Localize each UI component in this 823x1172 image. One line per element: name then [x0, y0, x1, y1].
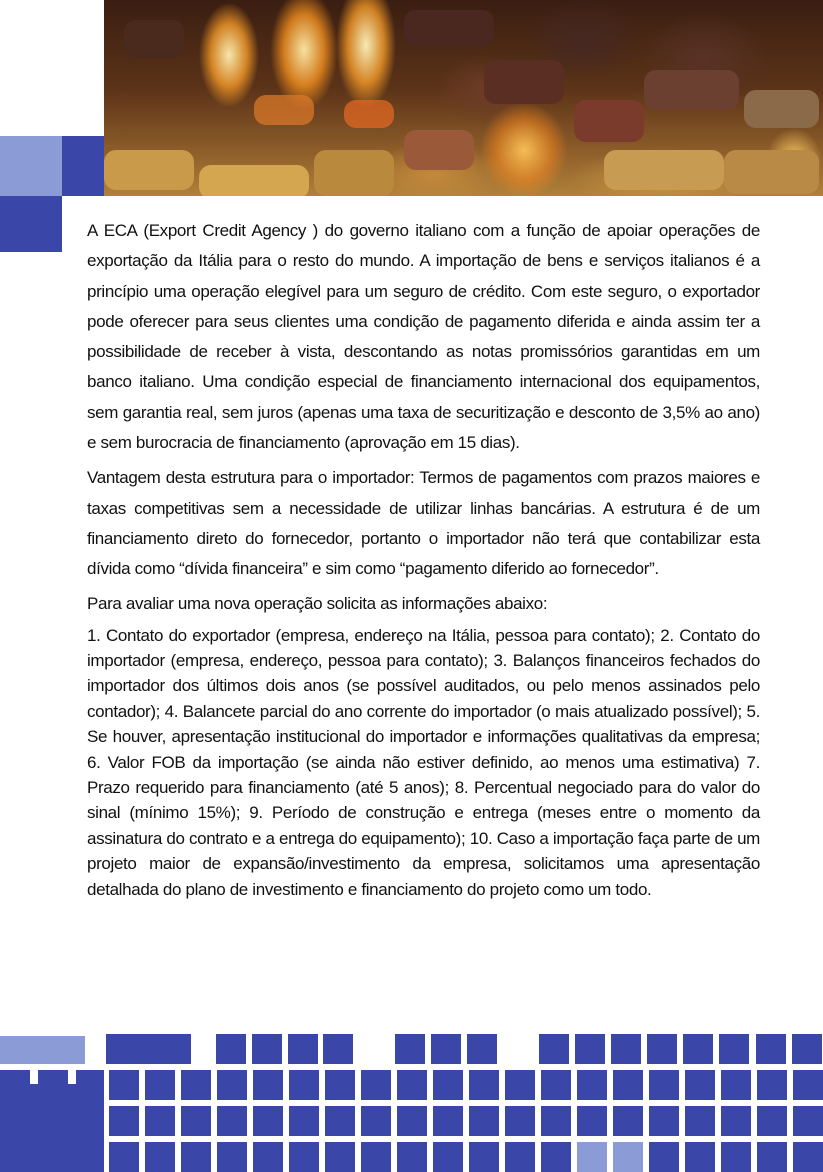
- decor-square: [685, 1142, 715, 1172]
- decor-square: [289, 1070, 319, 1100]
- decor-square: [793, 1142, 823, 1172]
- decor-square: [577, 1106, 607, 1136]
- pellet-shape: [724, 150, 819, 194]
- decor-square-light: [0, 136, 62, 196]
- ember-shape: [254, 95, 314, 125]
- decor-square: [253, 1106, 283, 1136]
- decor-square: [541, 1142, 571, 1172]
- decor-square: [793, 1106, 823, 1136]
- decor-square: [613, 1106, 643, 1136]
- decor-square: [395, 1034, 425, 1064]
- decor-square: [145, 1142, 175, 1172]
- decor-square: [106, 1034, 191, 1064]
- header-fire-image: [104, 0, 823, 196]
- decor-square: [323, 1034, 353, 1064]
- decor-square: [792, 1034, 822, 1064]
- decor-square: [361, 1142, 391, 1172]
- decor-square: [721, 1106, 751, 1136]
- pellet-shape: [404, 10, 494, 46]
- ember-shape: [344, 100, 394, 128]
- decor-square: [469, 1142, 499, 1172]
- decor-square: [361, 1106, 391, 1136]
- decor-square: [433, 1106, 463, 1136]
- pellet-shape: [644, 70, 739, 110]
- decor-square: [217, 1070, 247, 1100]
- decor-square: [793, 1070, 823, 1100]
- decor-square: [397, 1142, 427, 1172]
- paragraph-vantagem: Vantagem desta estrutura para o importador: Termos de pagamentos com prazos maiores e taxas competitivas sem a necessidade de utilizar linhas bancárias. A estrutura é de um financiamento direto do fornecedor, portanto o importador não terá que contabilizar esta dívida como “dívida financeira” e sim como “pagamento diferido ao fornecedor”.: [87, 468, 760, 579]
- decor-square: [289, 1106, 319, 1136]
- decor-square: [433, 1070, 463, 1100]
- decor-square: [253, 1142, 283, 1172]
- decor-square: [647, 1034, 677, 1064]
- decor-square: [541, 1070, 571, 1100]
- decor-square-dark: [0, 196, 62, 252]
- decor-square: [467, 1034, 497, 1064]
- decor-square: [613, 1142, 643, 1172]
- decor-square: [145, 1070, 175, 1100]
- decor-square: [613, 1070, 643, 1100]
- paragraph-requirements: 1. Contato do exportador (empresa, endereço na Itália, pessoa para contato); 2. Contato do importador (empresa, endereço, pessoa para contato); 3. Balanços financeiros fechados do importador dos últimos dois anos (se possível auditados, ou pelo menos assinados pelo contador); 4. Balancete parcial do ano corrente do importador (o mais atualizado possível); 5. Se houver, apresentação institucional do importador e informações qualitativas da empresa; 6. Valor FOB da importação (se ainda não estiver definido, ao menos uma estimativa) 7. Prazo requerido para financiamento (até 5 anos); 8. Percentual negociado para do valor do sinal (mínimo 15%); 9. Período de construção e entrega (meses entre o momento da assinatura do contrato e a entrega do equipamento); 10. Caso a importação faça parte de um projeto maior de expansão/investimento da empresa, solicitamos uma apresentação detalhada do plano de investimento e financiamento do projeto como um todo.: [87, 625, 760, 899]
- pellet-shape: [604, 150, 724, 190]
- decor-square: [683, 1034, 713, 1064]
- decor-square: [685, 1070, 715, 1100]
- pellet-shape: [124, 20, 184, 58]
- decor-square: [181, 1142, 211, 1172]
- decor-square: [325, 1070, 355, 1100]
- document-body: [87, 216, 760, 902]
- decor-square: [577, 1142, 607, 1172]
- decor-square: [325, 1106, 355, 1136]
- decor-square: [469, 1070, 499, 1100]
- decor-square: [757, 1142, 787, 1172]
- decor-square: [649, 1106, 679, 1136]
- paragraph-intro-list: Para avaliar uma nova operação solicita as informações abaixo:: [87, 593, 548, 613]
- pellet-shape: [404, 130, 474, 170]
- decor-square: [431, 1034, 461, 1064]
- pellet-shape: [574, 100, 644, 142]
- decor-square: [145, 1106, 175, 1136]
- decor-square: [721, 1142, 751, 1172]
- decor-square: [217, 1142, 247, 1172]
- decor-square: [611, 1034, 641, 1064]
- decor-square: [469, 1106, 499, 1136]
- decor-square: [217, 1106, 247, 1136]
- decor-square: [505, 1142, 535, 1172]
- decor-square: [109, 1106, 139, 1136]
- decor-square: [253, 1070, 283, 1100]
- pellet-shape: [484, 60, 564, 104]
- decor-square: [109, 1070, 139, 1100]
- decor-square: [216, 1034, 246, 1064]
- decor-square: [0, 1036, 85, 1064]
- decor-square: [289, 1142, 319, 1172]
- decor-square: [68, 1070, 76, 1084]
- decor-square: [181, 1106, 211, 1136]
- decor-square: [288, 1034, 318, 1064]
- paragraph-eca: A ECA (Export Credit Agency ) do governo italiano com a função de apoiar operações de exportação da Itália para o resto do mundo. A importação de bens e serviços italianos é a princípio uma operação elegível para um seguro de crédito. Com este seguro, o exportador pode oferecer para seus clientes uma condição de pagamento diferida e ainda assim ter a possibilidade de receber à vista, descontando as notas promissórios garantidas em um banco italiano. Uma condição especial de financiamento internacional dos equipamentos, sem garantia real, sem juros (apenas uma taxa de securitização e desconto de 3,5% ao ano) e sem burocracia de financiamento (aprovação em 15 dias).: [87, 221, 760, 453]
- pellet-shape: [104, 150, 194, 190]
- decor-square: [757, 1070, 787, 1100]
- decor-square: [252, 1034, 282, 1064]
- decor-square: [539, 1034, 569, 1064]
- decor-square: [685, 1106, 715, 1136]
- decor-square: [757, 1106, 787, 1136]
- decor-square: [649, 1142, 679, 1172]
- pellet-shape: [314, 150, 394, 196]
- decor-square: [397, 1106, 427, 1136]
- pellet-shape: [199, 165, 309, 196]
- decor-square: [721, 1070, 751, 1100]
- decor-square: [577, 1070, 607, 1100]
- decor-square: [0, 1070, 104, 1172]
- decor-square: [505, 1070, 535, 1100]
- decor-square-dark: [62, 136, 104, 196]
- decor-square: [325, 1142, 355, 1172]
- decor-square: [575, 1034, 605, 1064]
- decor-square: [541, 1106, 571, 1136]
- decor-square: [30, 1070, 38, 1084]
- decor-square: [181, 1070, 211, 1100]
- decor-square: [361, 1070, 391, 1100]
- decor-square: [397, 1070, 427, 1100]
- decor-square: [649, 1070, 679, 1100]
- decor-square: [756, 1034, 786, 1064]
- decor-square: [109, 1142, 139, 1172]
- decor-square: [505, 1106, 535, 1136]
- decor-square: [433, 1142, 463, 1172]
- pellet-shape: [744, 90, 819, 128]
- decor-square: [719, 1034, 749, 1064]
